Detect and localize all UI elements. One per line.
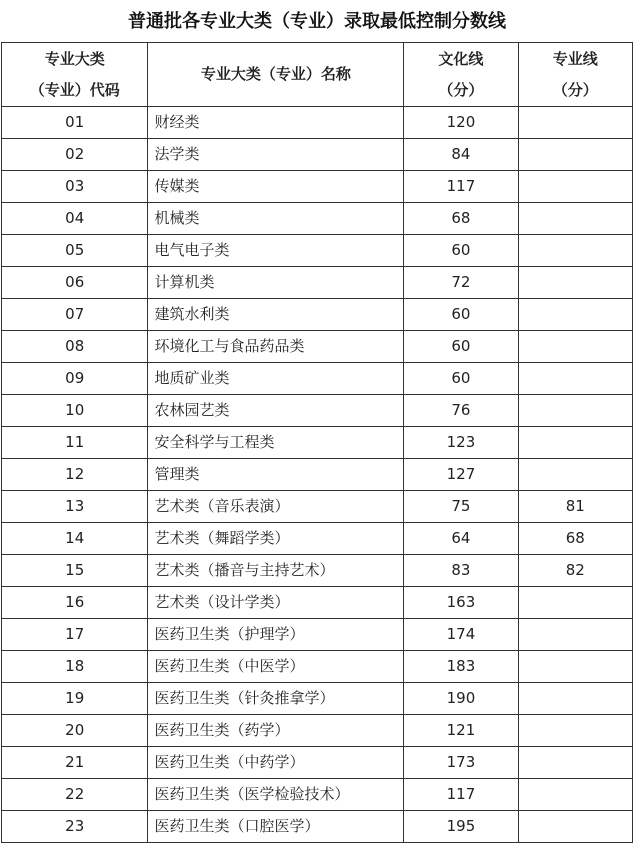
header-row [2, 43, 633, 107]
professional-score-cell [518, 299, 632, 331]
code-cell: 13 [2, 491, 148, 523]
name-cell: 医药卫生类（中药学） [148, 747, 404, 779]
code-cell: 16 [2, 587, 148, 619]
table-row [2, 427, 633, 459]
table-row [2, 395, 633, 427]
header-code [2, 43, 148, 107]
name-cell: 电气电子类 [148, 235, 404, 267]
name-cell: 建筑水利类 [148, 299, 404, 331]
culture-score-cell: 195 [404, 811, 518, 843]
name-cell: 地质矿业类 [148, 363, 404, 395]
code-cell: 08 [2, 331, 148, 363]
table-header [2, 43, 633, 107]
code-cell: 07 [2, 299, 148, 331]
professional-score-cell [518, 779, 632, 811]
professional-score-cell [518, 811, 632, 843]
name-cell: 医药卫生类（针灸推拿学） [148, 683, 404, 715]
header-culture [404, 43, 518, 107]
table-row [2, 491, 633, 523]
code-cell: 15 [2, 555, 148, 587]
professional-score-cell [518, 139, 632, 171]
code-cell: 14 [2, 523, 148, 555]
header-culture-line2: （分） [438, 80, 484, 99]
name-cell: 艺术类（舞蹈学类） [148, 523, 404, 555]
name-cell: 传媒类 [148, 171, 404, 203]
professional-score-cell [518, 427, 632, 459]
table-row [2, 331, 633, 363]
professional-score-cell [518, 107, 632, 139]
professional-score-cell [518, 651, 632, 683]
code-cell: 01 [2, 107, 148, 139]
culture-score-cell: 117 [404, 171, 518, 203]
table-row [2, 523, 633, 555]
table-row [2, 363, 633, 395]
table-row [2, 459, 633, 491]
professional-score-cell [518, 683, 632, 715]
culture-score-cell: 190 [404, 683, 518, 715]
table-row [2, 811, 633, 843]
table-row [2, 171, 633, 203]
code-cell: 22 [2, 779, 148, 811]
professional-score-cell [518, 331, 632, 363]
professional-score-cell [518, 747, 632, 779]
code-cell: 12 [2, 459, 148, 491]
score-table [1, 42, 633, 843]
culture-score-cell: 60 [404, 299, 518, 331]
culture-score-cell: 120 [404, 107, 518, 139]
code-cell: 04 [2, 203, 148, 235]
culture-score-cell: 64 [404, 523, 518, 555]
table-row [2, 107, 633, 139]
header-name: 专业大类（专业）名称 [148, 43, 404, 107]
name-cell: 医药卫生类（护理学） [148, 619, 404, 651]
professional-score-cell [518, 171, 632, 203]
culture-score-cell: 68 [404, 203, 518, 235]
name-cell: 计算机类 [148, 267, 404, 299]
header-culture-line1: 文化线 [438, 49, 484, 68]
header-code-line1: 专业大类 [44, 49, 105, 68]
name-cell: 医药卫生类（口腔医学） [148, 811, 404, 843]
professional-score-cell [518, 587, 632, 619]
culture-score-cell: 60 [404, 363, 518, 395]
professional-score-cell [518, 459, 632, 491]
professional-score-cell [518, 619, 632, 651]
professional-score-cell [518, 267, 632, 299]
culture-score-cell: 76 [404, 395, 518, 427]
name-cell: 医药卫生类（药学） [148, 715, 404, 747]
name-cell: 艺术类（音乐表演） [148, 491, 404, 523]
code-cell: 19 [2, 683, 148, 715]
code-cell: 17 [2, 619, 148, 651]
culture-score-cell: 60 [404, 235, 518, 267]
professional-score-cell [518, 203, 632, 235]
table-row [2, 619, 633, 651]
culture-score-cell: 75 [404, 491, 518, 523]
table-row [2, 747, 633, 779]
name-cell: 安全科学与工程类 [148, 427, 404, 459]
code-cell: 09 [2, 363, 148, 395]
culture-score-cell: 60 [404, 331, 518, 363]
table-row [2, 555, 633, 587]
code-cell: 20 [2, 715, 148, 747]
header-code-line2: （专业）代码 [29, 80, 120, 99]
name-cell: 艺术类（设计学类） [148, 587, 404, 619]
professional-score-cell [518, 715, 632, 747]
code-cell: 05 [2, 235, 148, 267]
culture-score-cell: 83 [404, 555, 518, 587]
culture-score-cell: 117 [404, 779, 518, 811]
culture-score-cell: 183 [404, 651, 518, 683]
culture-score-cell: 163 [404, 587, 518, 619]
table-row [2, 651, 633, 683]
page-title: 普通批各专业大类（专业）录取最低控制分数线 [128, 11, 506, 32]
name-cell: 环境化工与食品药品类 [148, 331, 404, 363]
code-cell: 10 [2, 395, 148, 427]
table-body [2, 107, 633, 843]
professional-score-cell: 68 [518, 523, 632, 555]
table-row [2, 715, 633, 747]
culture-score-cell: 121 [404, 715, 518, 747]
professional-score-cell [518, 363, 632, 395]
header-prof-line2: （分） [552, 80, 598, 99]
header-prof-line1: 专业线 [552, 49, 598, 68]
professional-score-cell [518, 235, 632, 267]
table-row [2, 683, 633, 715]
table-row [2, 779, 633, 811]
table-row [2, 203, 633, 235]
name-cell: 管理类 [148, 459, 404, 491]
code-cell: 03 [2, 171, 148, 203]
table-row [2, 267, 633, 299]
name-cell: 医药卫生类（医学检验技术） [148, 779, 404, 811]
culture-score-cell: 174 [404, 619, 518, 651]
name-cell: 财经类 [148, 107, 404, 139]
table-row [2, 587, 633, 619]
culture-score-cell: 123 [404, 427, 518, 459]
code-cell: 21 [2, 747, 148, 779]
culture-score-cell: 127 [404, 459, 518, 491]
professional-score-cell: 81 [518, 491, 632, 523]
culture-score-cell: 84 [404, 139, 518, 171]
code-cell: 11 [2, 427, 148, 459]
professional-score-cell [518, 395, 632, 427]
culture-score-cell: 72 [404, 267, 518, 299]
table-row [2, 299, 633, 331]
professional-score-cell: 82 [518, 555, 632, 587]
code-cell: 23 [2, 811, 148, 843]
name-cell: 机械类 [148, 203, 404, 235]
header-prof [518, 43, 632, 107]
code-cell: 02 [2, 139, 148, 171]
name-cell: 农林园艺类 [148, 395, 404, 427]
name-cell: 医药卫生类（中医学） [148, 651, 404, 683]
table-row [2, 235, 633, 267]
code-cell: 18 [2, 651, 148, 683]
table-row [2, 139, 633, 171]
name-cell: 法学类 [148, 139, 404, 171]
code-cell: 06 [2, 267, 148, 299]
name-cell: 艺术类（播音与主持艺术） [148, 555, 404, 587]
culture-score-cell: 173 [404, 747, 518, 779]
